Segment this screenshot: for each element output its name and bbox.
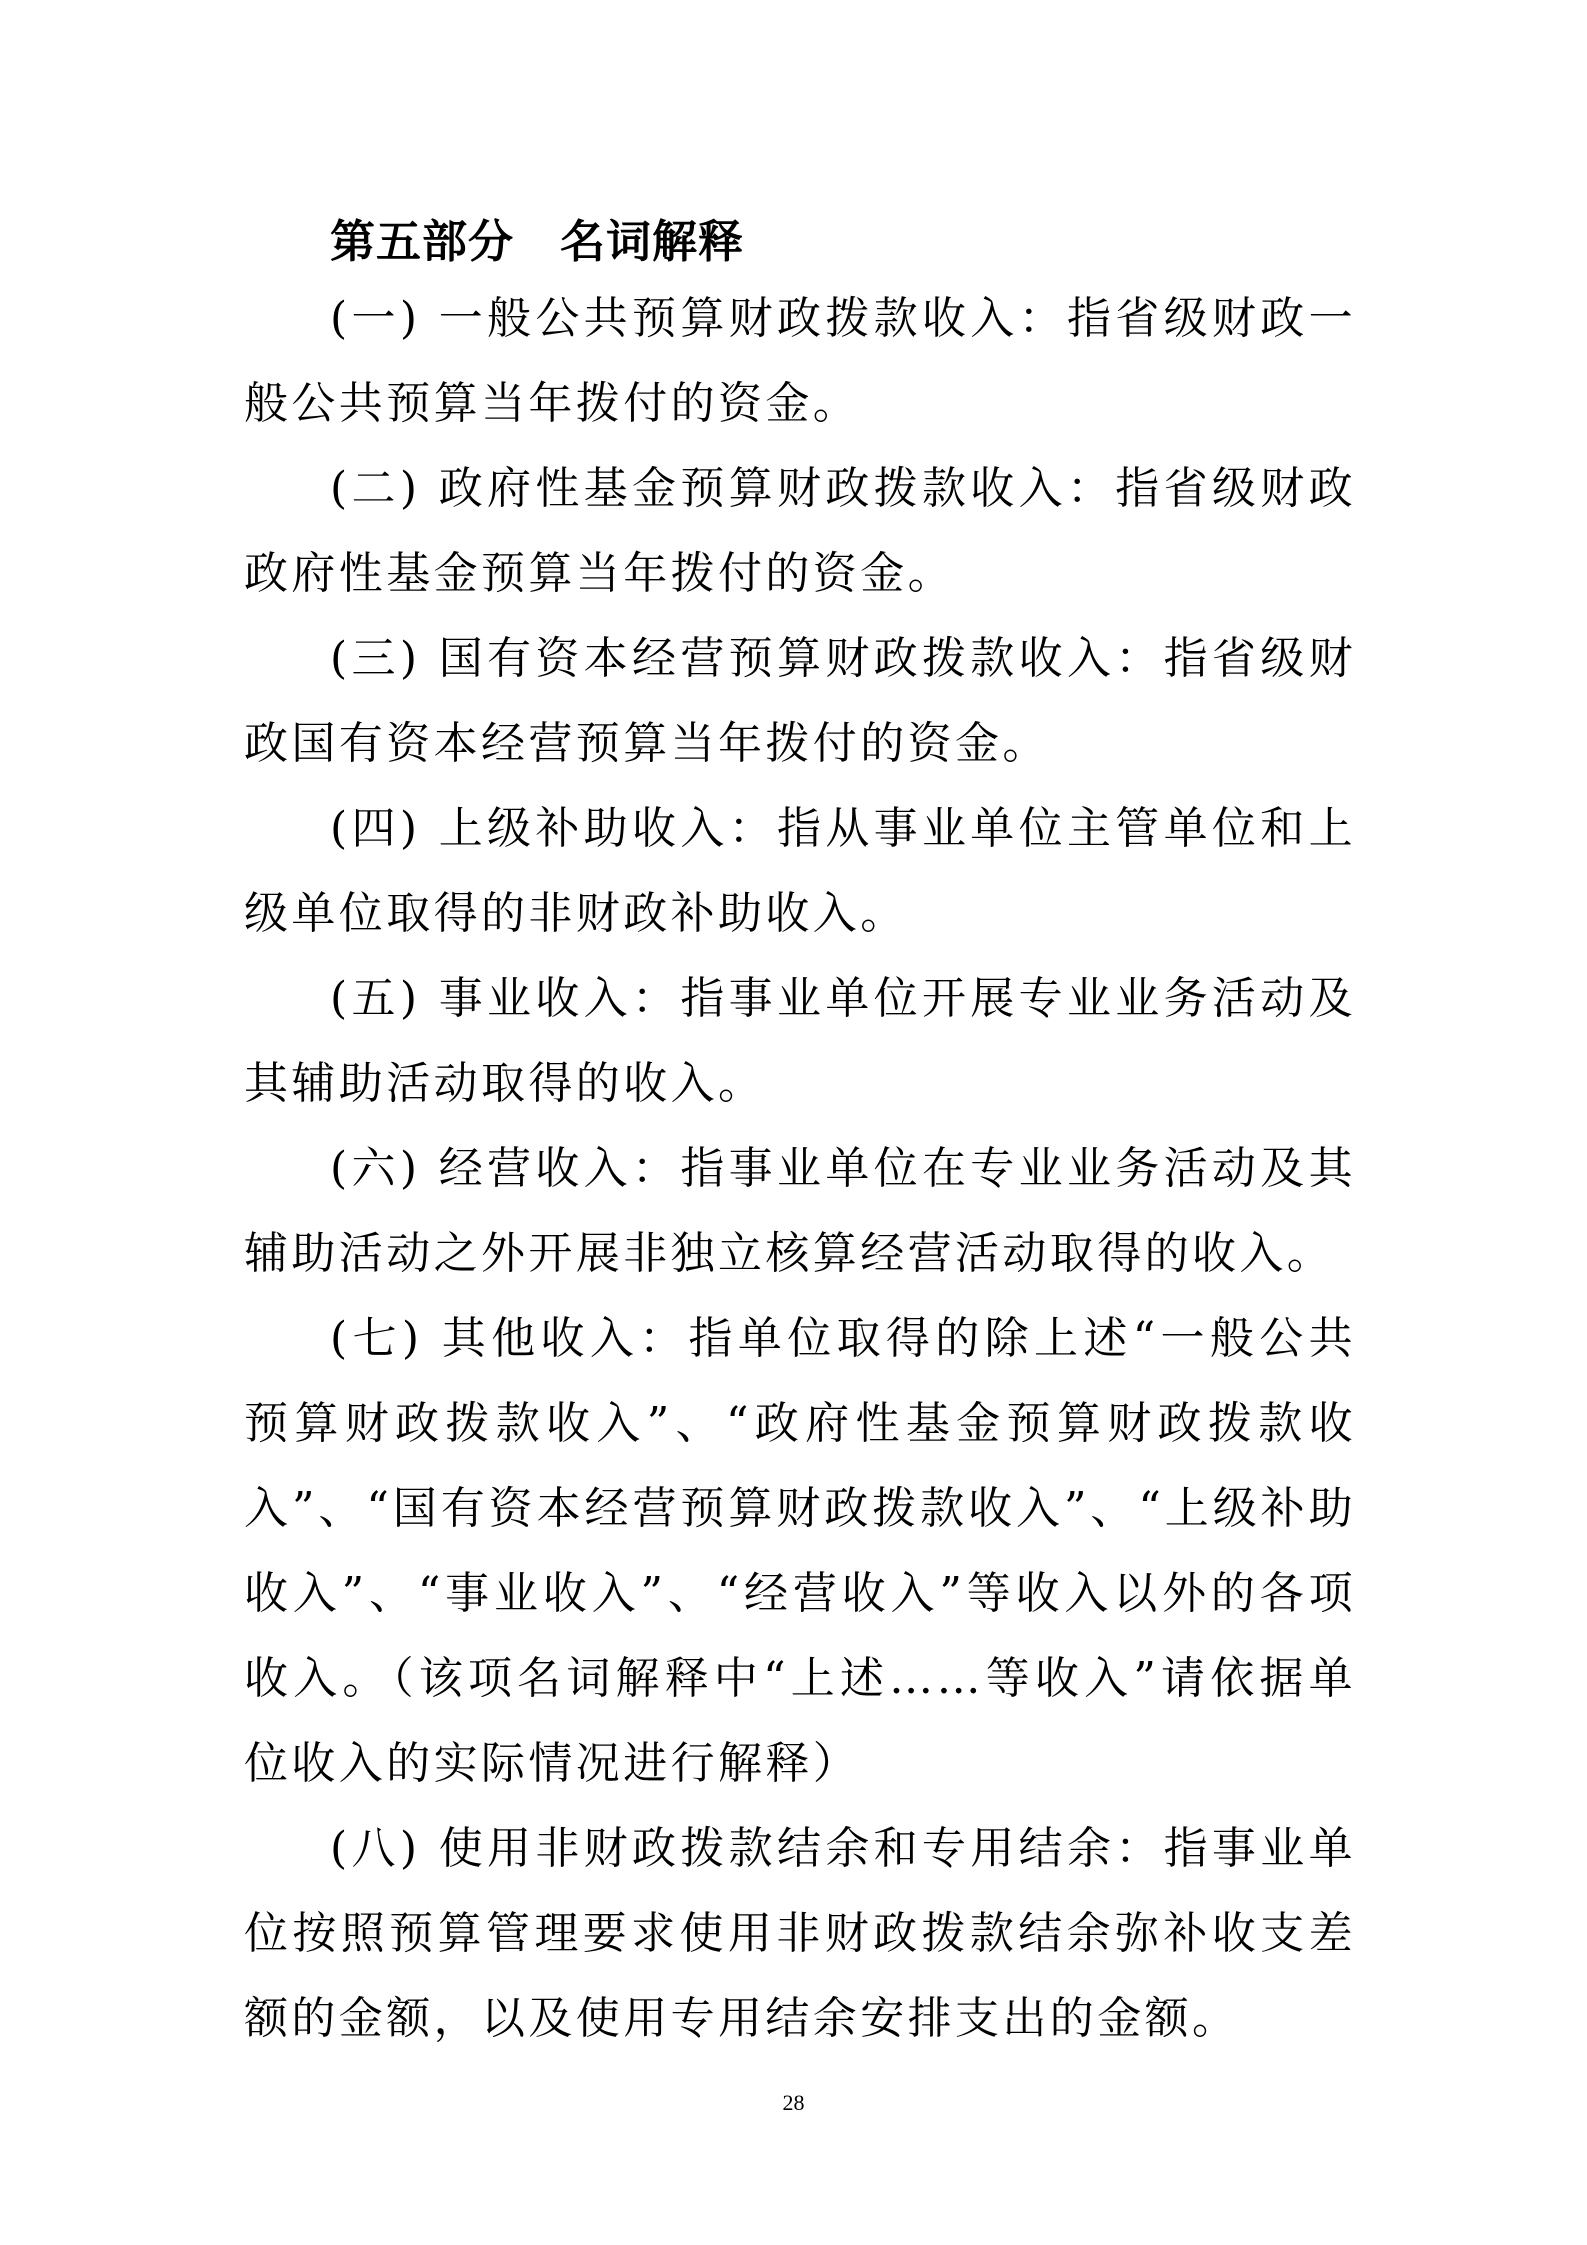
- paragraph-government-fund-income: (二) 政府性基金预算财政拨款收入：指省级财政政府性基金预算当年拨付的资金。: [244, 463, 1356, 599]
- paragraph-balance-usage: (八) 使用非财政拨款结余和专用结余：指事业单位按照预算管理要求使用非财政拨款结余弥补收支差额的金额，以及使用专用结余安排支出的金额。: [244, 1823, 1356, 2044]
- section-title: 第五部分 名词解释: [330, 215, 745, 268]
- paragraph-state-capital-income: (三) 国有资本经营预算财政拨款收入：指省级财政国有资本经营预算当年拨付的资金。: [244, 633, 1356, 769]
- paragraph-business-income: (五) 事业收入：指事业单位开展专业业务活动及其辅助活动取得的收入。: [244, 973, 1356, 1109]
- paragraph-operating-income: (六) 经营收入：指事业单位在专业业务活动及其辅助活动之外开展非独立核算经营活动取得的收入。: [244, 1143, 1356, 1279]
- page-number: 28: [782, 2090, 805, 2115]
- paragraph-other-income: (七) 其他收入：指单位取得的除上述“一般公共预算财政拨款收入”、“政府性基金预算财政拨款收入”、“国有资本经营预算财政拨款收入”、“上级补助收入”、“事业收入”、“经营收入”等收入以外的各项收入。（该项名词解释中“上述……等收入”请依据单位收入的实际情况进行解释）: [244, 1313, 1356, 1789]
- page-content: [244, 212, 1356, 2061]
- paragraph-general-budget-income: (一) 一般公共预算财政拨款收入：指省级财政一般公共预算当年拨付的资金。: [244, 293, 1356, 429]
- paragraph-superior-subsidy-income: (四) 上级补助收入：指从事业单位主管单位和上级单位取得的非财政补助收入。: [244, 803, 1356, 939]
